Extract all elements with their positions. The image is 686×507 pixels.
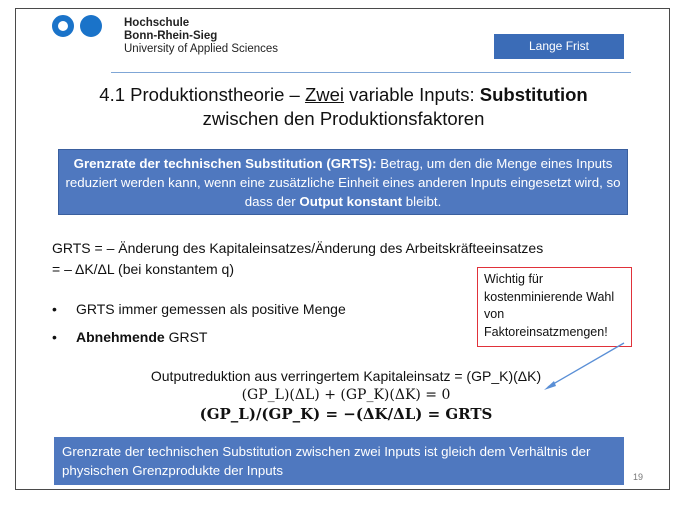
page-number: 19 bbox=[633, 472, 644, 482]
bullet-list bbox=[52, 298, 346, 354]
note-box: Wichtig für kostenminierende Wahl von Faktoreinsatzmengen! bbox=[477, 267, 632, 347]
grts-formula: GRTS = – Änderung des Kapitaleinsatzes/Änderung des Arbeitskräfteeinsatzes = – ΔK/ΔL (bei konstantem q) bbox=[52, 240, 544, 277]
conclusion-box: Grenzrate der technischen Substitution zwischen zwei Inputs ist gleich dem Verhältnis der physischen Grenzprodukte der Inputs bbox=[54, 437, 624, 485]
definition-box: Grenzrate der technischen Substitution (GRTS): Betrag, um den die Menge eines Inputs reduziert werden kann, wenn eine zusätzliche Einheit eines anderen Inputs eingesetzt wird, so dass der Output konstant bleibt. bbox=[58, 149, 628, 215]
header-divider bbox=[111, 72, 631, 73]
logo-ring-icon bbox=[52, 15, 74, 37]
topic-badge: Lange Frist bbox=[494, 34, 624, 59]
math-line-1: Outputreduktion aus verringertem Kapitaleinsatz = (GP_K)(ΔK) bbox=[150, 368, 542, 384]
math-line-2: (GP_L)(ΔL) + (GP_K)(ΔK) = 0 bbox=[241, 387, 451, 403]
list-item: • GRTS immer gemessen als positive Menge bbox=[52, 298, 346, 326]
university-name: Hochschule Bonn-Rhein-Sieg University of Applied Sciences bbox=[124, 17, 279, 55]
list-item: • Abnehmende GRST bbox=[52, 326, 346, 354]
slide-title: 4.1 Produktionstheorie – Zwei variable Inputs: Substitution zwischen den Produktionsfaktoren bbox=[99, 84, 588, 129]
logo-dot-icon bbox=[80, 15, 102, 37]
slide bbox=[15, 8, 670, 490]
math-line-3: (GP_L)/(GP_K) = −(ΔK/ΔL) = GRTS bbox=[199, 405, 493, 423]
